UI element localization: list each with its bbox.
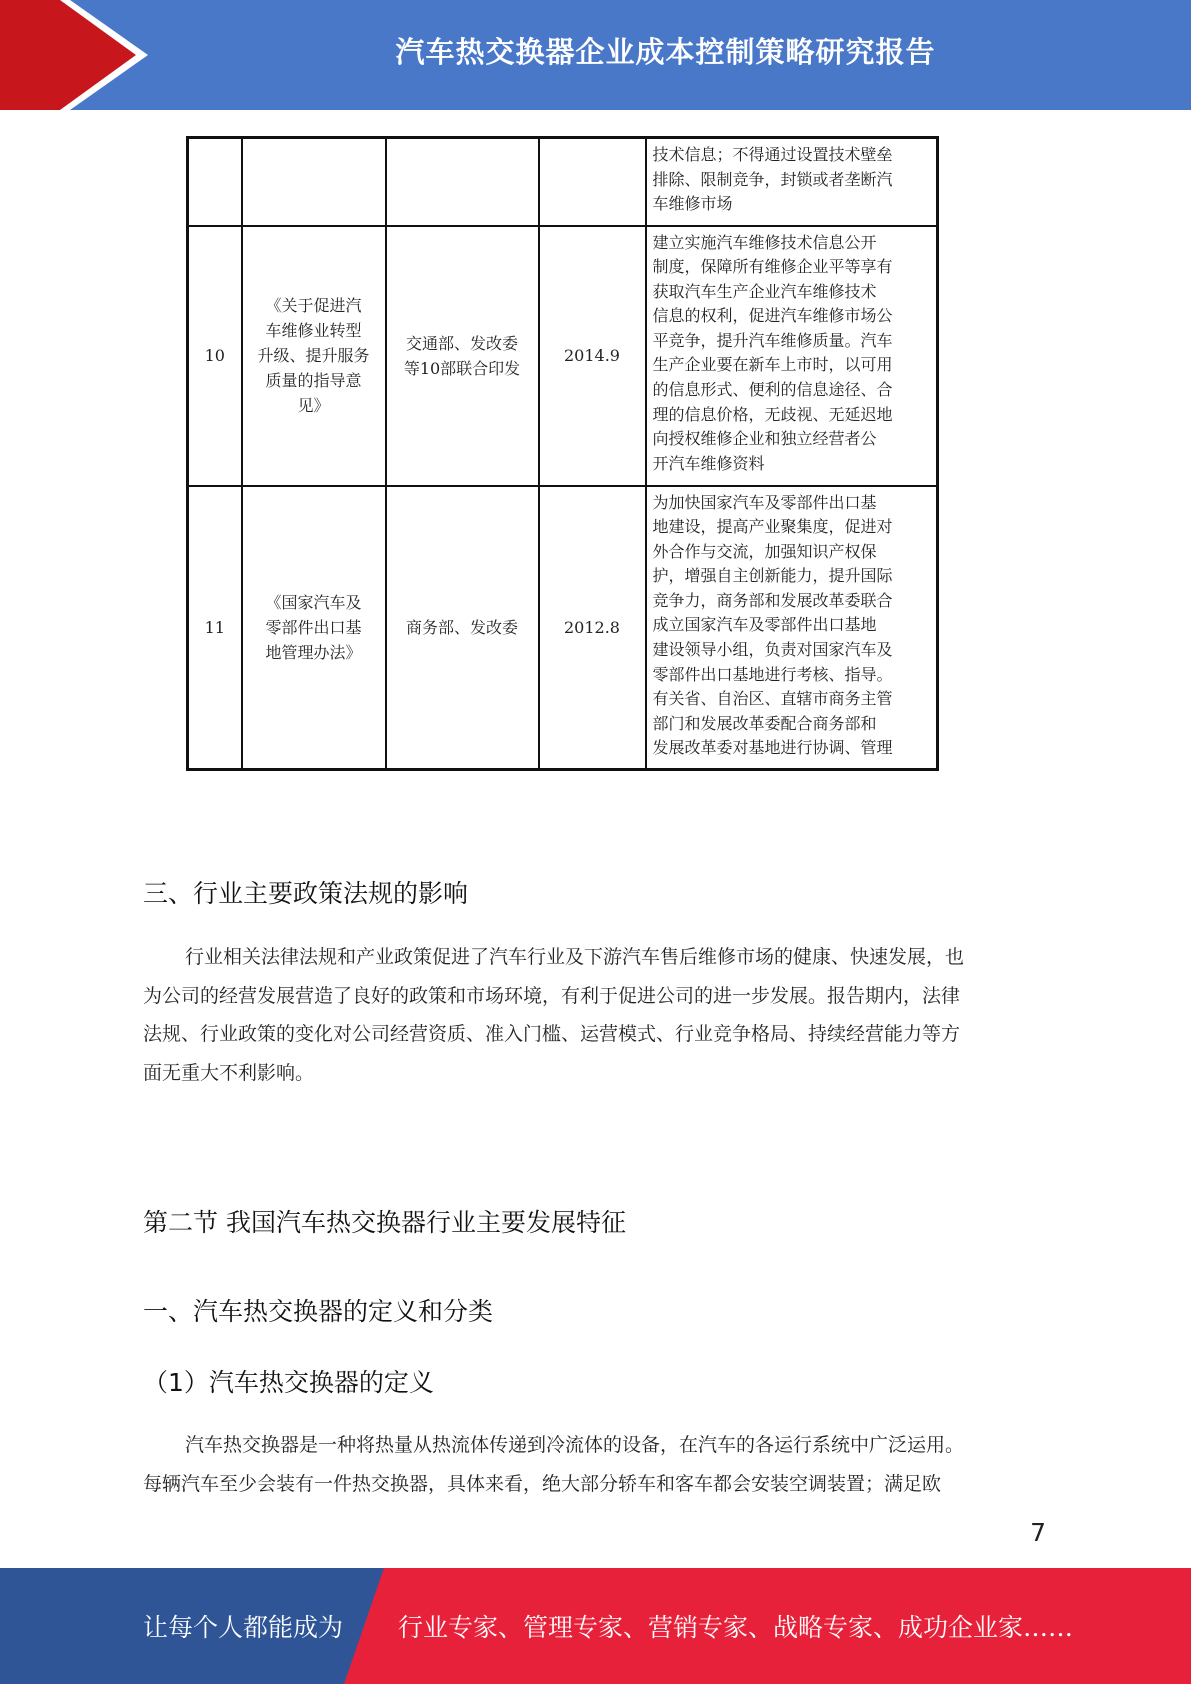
table-cell-content-line: 外合作与交流，加强知识产权保 xyxy=(652,541,877,561)
table-cell-number: 10 xyxy=(188,226,242,486)
table-cell-content-line: 地建设，提高产业聚集度，促进对 xyxy=(652,517,893,537)
section-heading-chapter2: 第二节 我国汽车热交换器行业主要发展特征 xyxy=(143,1208,626,1237)
table-cell-content-line: 信息的权利，促进汽车维修市场公 xyxy=(652,306,893,326)
header-chevron-icon xyxy=(0,0,160,110)
table-cell-content-line: 零部件出口基地进行考核、指导。 xyxy=(652,664,893,684)
table-cell-content-line: 为加快国家汽车及零部件出口基 xyxy=(652,492,877,512)
table-row xyxy=(188,138,938,226)
table-cell-content xyxy=(646,138,938,226)
table-cell-content-line: 制度，保障所有维修企业平等享有 xyxy=(652,257,893,277)
paragraph-line: 法规、行业政策的变化对公司经营资质、准入门槛、运营模式、行业竞争格局、持续经营能力等方 xyxy=(143,1023,961,1045)
table-cell-content-line: 部门和发展改革委配合商务部和 xyxy=(652,713,877,733)
table-cell-content-line: 建设领导小组，负责对国家汽车及 xyxy=(652,640,893,660)
table-cell-date: 2014.9 xyxy=(539,226,646,486)
table-cell-content-line: 平竞争，提升汽车维修质量。汽车 xyxy=(652,330,893,350)
table-cell-content-line: 竞争力，商务部和发展改革委联合 xyxy=(652,590,893,610)
table-cell-content-line: 成立国家汽车及零部件出口基地 xyxy=(652,615,877,635)
definition-paragraph xyxy=(143,1426,1053,1503)
paragraph-line: 行业相关法律法规和产业政策促进了汽车行业及下游汽车售后维修市场的健康、快速发展，也 xyxy=(185,946,965,968)
footer-slogan-left: 让每个人都能成为 xyxy=(143,1613,344,1642)
table-cell-content-line: 生产企业要在新车上市时，以可用 xyxy=(652,355,893,375)
page-footer xyxy=(0,1568,1191,1684)
table-cell-department xyxy=(386,138,539,226)
table-cell-content xyxy=(646,486,938,770)
table-cell-policy-name-line: 《关于促进汽 xyxy=(265,296,362,315)
table-cell-number xyxy=(188,138,242,226)
table-cell-policy-name xyxy=(242,138,386,226)
table-row xyxy=(188,226,938,486)
table-cell-content xyxy=(646,226,938,486)
table-cell-date xyxy=(539,138,646,226)
page-number: 7 xyxy=(1030,1518,1046,1547)
table-cell-content-line: 护，增强自主创新能力，提升国际 xyxy=(652,566,893,586)
table-cell-policy-name-line: 《国家汽车及 xyxy=(265,592,362,612)
policy-impact-paragraph xyxy=(143,938,1053,1092)
table-cell-policy-name-line: 见》 xyxy=(297,396,330,415)
subsection-heading-definition-classification: 一、汽车热交换器的定义和分类 xyxy=(143,1297,494,1326)
table-cell-policy-name-line: 质量的指导意 xyxy=(265,371,362,390)
paragraph-line: 每辆汽车至少会装有一件热交换器，具体来看，绝大部分轿车和客车都会安装空调装置；满足欧 xyxy=(143,1472,942,1495)
table-cell-policy-name-line: 地管理办法》 xyxy=(265,642,362,662)
table-cell-number: 11 xyxy=(188,486,242,770)
table-cell-content-line: 发展改革委对基地进行协调、管理 xyxy=(652,738,893,758)
footer-slogan-right: 行业专家、管理专家、营销专家、战略专家、成功企业家…… xyxy=(398,1613,1074,1642)
table-cell-department-line: 商务部、发改委 xyxy=(405,617,518,637)
table-cell-policy-name xyxy=(242,486,386,770)
table-cell-department xyxy=(386,226,539,486)
header-title: 汽车热交换器企业成本控制策略研究报告 xyxy=(395,34,936,69)
table-cell-content-line: 建立实施汽车维修技术信息公开 xyxy=(652,232,877,252)
page-header xyxy=(0,0,1191,110)
paragraph-line: 为公司的经营发展营造了良好的政策和市场环境，有利于促进公司的进一步发展。报告期内，法律 xyxy=(143,984,961,1007)
table-cell-content-line: 获取汽车生产企业汽车维修技术 xyxy=(652,281,877,301)
policy-table xyxy=(186,136,939,771)
table-row xyxy=(188,486,938,770)
table-cell-department-line: 交通部、发改委 xyxy=(405,333,518,353)
table-cell-content-line: 理的信息价格，无歧视、无延迟地 xyxy=(652,404,893,424)
table-cell-content-line: 开汽车维修资料 xyxy=(652,453,765,473)
table-cell-policy-name xyxy=(242,226,386,486)
paragraph-line: 汽车热交换器是一种将热量从热流体传递到冷流体的设备，在汽车的各运行系统中广泛运用。 xyxy=(185,1434,965,1456)
table-cell-date: 2012.8 xyxy=(539,486,646,770)
table-cell-content-line: 的信息形式、便利的信息途径、合 xyxy=(652,380,893,400)
table-cell-content-line: 车维修市场 xyxy=(652,194,733,214)
table-cell-content-line: 向授权维修企业和独立经营者公 xyxy=(652,429,877,449)
section-heading-policy-impact: 三、行业主要政策法规的影响 xyxy=(143,879,469,908)
table-cell-content-line: 排除、限制竞争，封锁或者垄断汽 xyxy=(652,169,893,189)
table-cell-content-line: 有关省、自治区、直辖市商务主管 xyxy=(652,689,893,709)
table-cell-policy-name-line: 车维修业转型 xyxy=(265,321,362,340)
table-cell-department xyxy=(386,486,539,770)
paragraph-line: 面无重大不利影响。 xyxy=(143,1061,315,1084)
table-cell-department-line: 等10部联合印发 xyxy=(403,358,521,378)
table-cell-content-line: 技术信息；不得通过设置技术壁垒 xyxy=(652,145,893,164)
table-cell-policy-name-line: 零部件出口基 xyxy=(265,617,362,637)
subsubsection-heading-definition: （1）汽车热交换器的定义 xyxy=(143,1368,434,1397)
table-cell-policy-name-line: 升级、提升服务 xyxy=(257,346,370,365)
